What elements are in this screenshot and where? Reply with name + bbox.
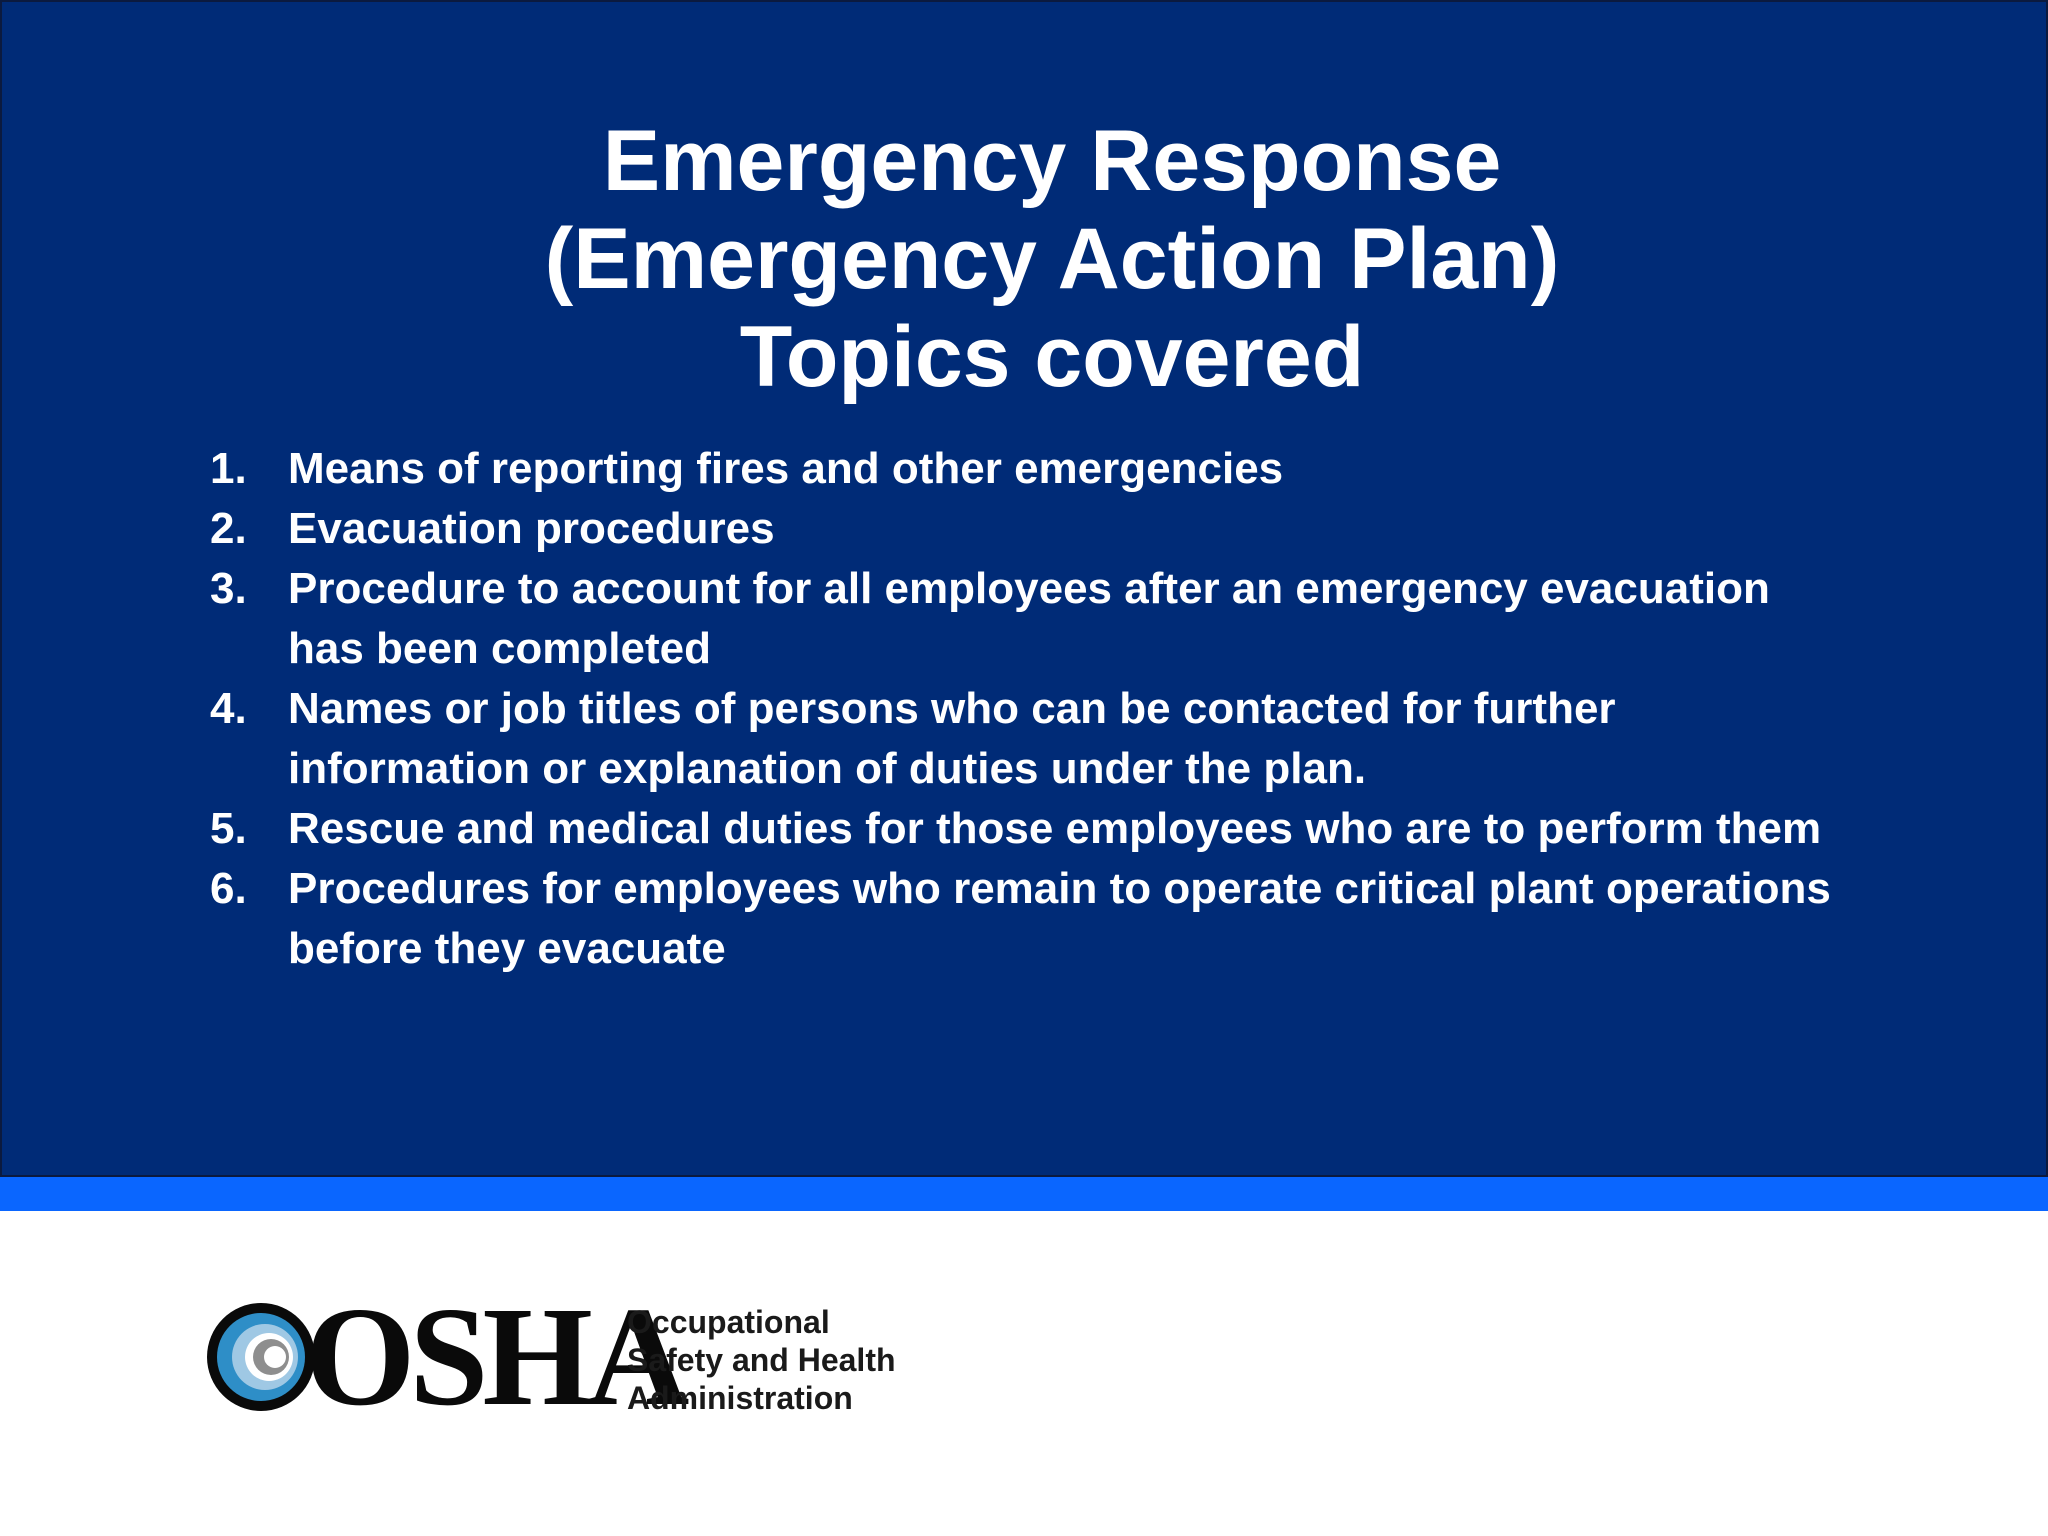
topic-number: 4. — [210, 684, 247, 733]
topic-item — [210, 679, 1850, 799]
osha-emblem-icon — [205, 1301, 317, 1413]
agency-name — [627, 1303, 896, 1417]
topic-text: Rescue and medical duties for those employees who are to perform them — [288, 804, 1822, 853]
topic-item — [210, 859, 1850, 979]
agency-line-1: Occupational — [627, 1304, 830, 1340]
osha-wordmark: OSHA — [305, 1277, 684, 1435]
accent-stripe — [0, 1177, 2048, 1211]
topic-item — [210, 439, 1850, 499]
topic-text: Procedures for employees who remain to operate critical plant operations before they evacuate — [288, 864, 1831, 973]
topic-item — [210, 799, 1850, 859]
topic-text: Names or job titles of persons who can be contacted for further information or explanation of duties under the plan. — [288, 684, 1616, 793]
topics-list — [210, 439, 1850, 979]
topic-text: Procedure to account for all employees after an emergency evacuation has been completed — [288, 564, 1770, 673]
topic-item — [210, 499, 1850, 559]
topic-number: 1. — [210, 444, 247, 493]
topic-text: Evacuation procedures — [288, 504, 775, 553]
osha-logo — [205, 1277, 925, 1435]
title-line-2: (Emergency Action Plan) — [544, 211, 1560, 307]
title-line-3: Topics covered — [739, 309, 1365, 405]
title-line-1: Emergency Response — [602, 113, 1502, 209]
topic-number: 5. — [210, 804, 247, 853]
topic-number: 2. — [210, 504, 247, 553]
topic-item — [210, 559, 1850, 679]
slide-title — [2, 112, 2048, 406]
topic-number: 3. — [210, 564, 247, 613]
topic-number: 6. — [210, 864, 247, 913]
agency-line-3: Administration — [627, 1380, 853, 1416]
agency-line-2: Safety and Health — [627, 1342, 896, 1378]
topic-text: Means of reporting fires and other emergencies — [288, 444, 1284, 493]
